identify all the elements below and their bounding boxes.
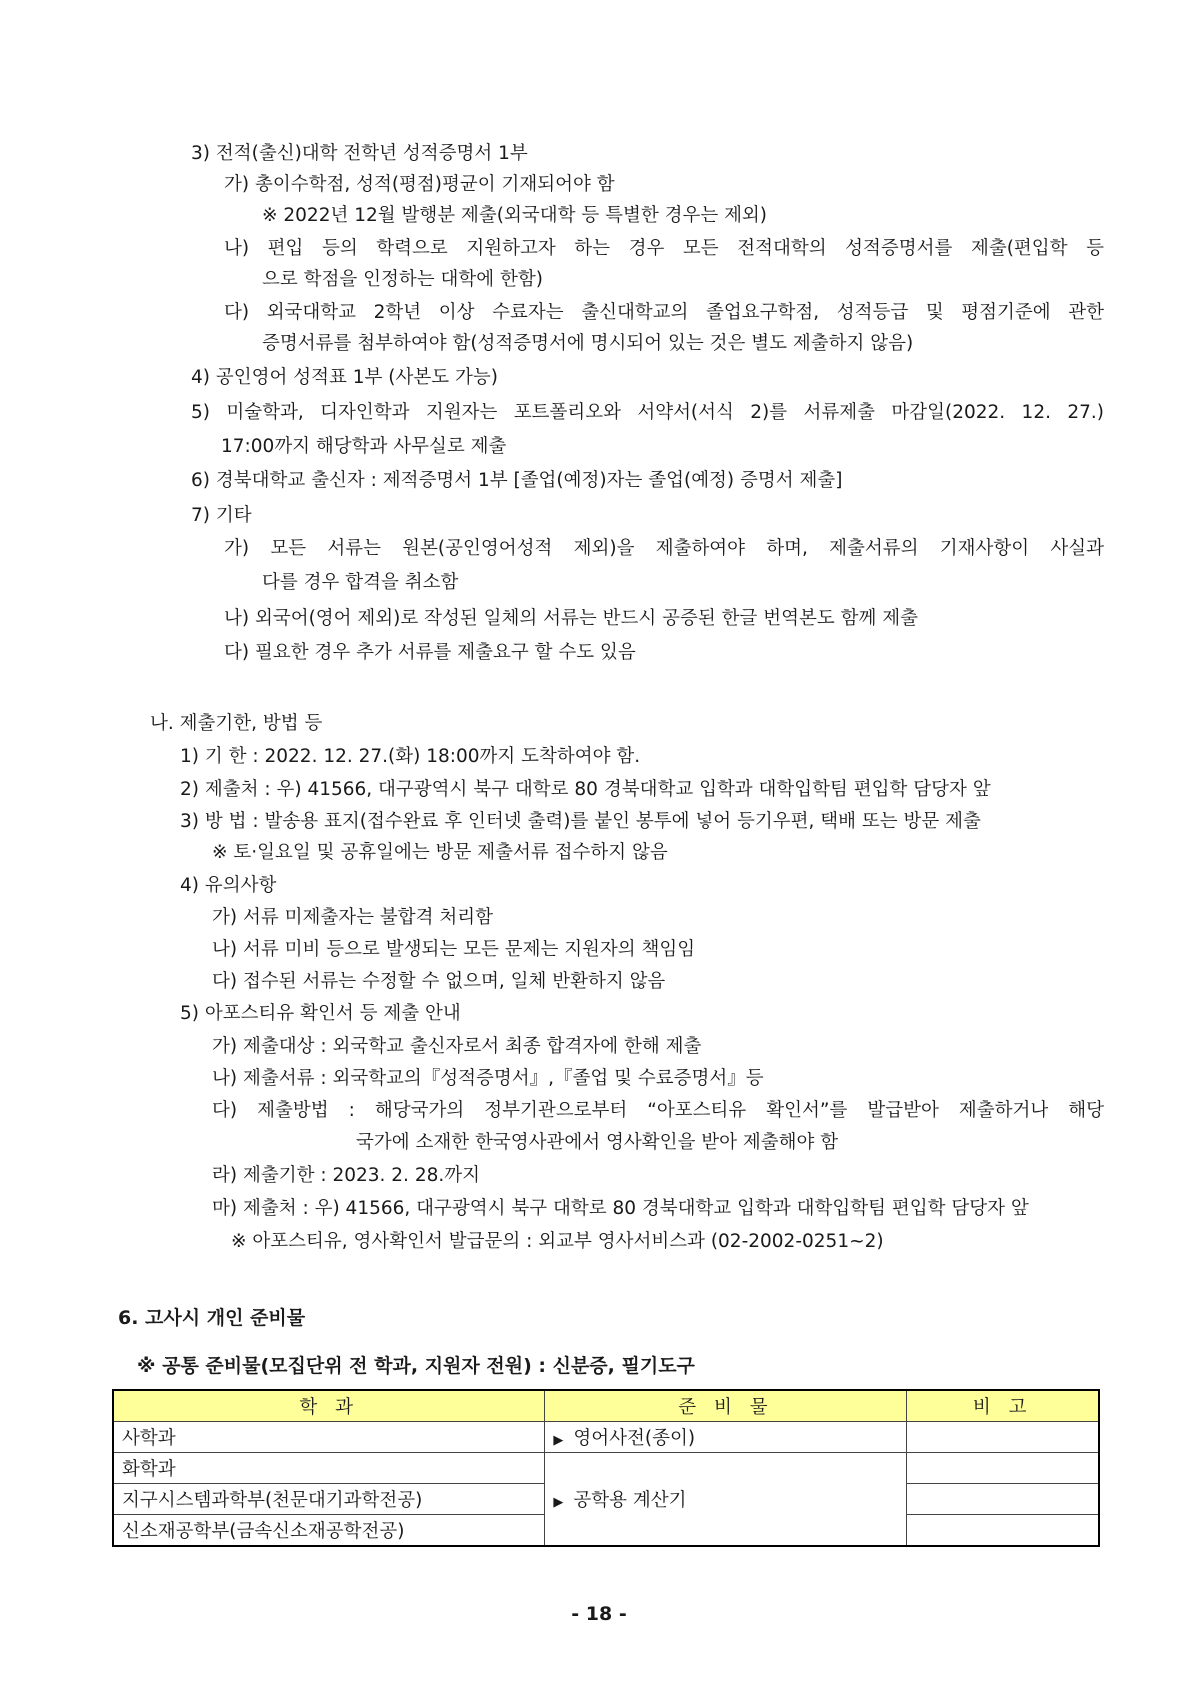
item-6-knu: 6) 경북대학교 출신자 : 제적증명서 1부 [졸업(예정)자는 졸업(예정) 증명서 제출] xyxy=(191,470,843,491)
method-line: 3) 방 법 : 발송용 표지(접수완료 후 인터넷 출력)를 붙인 봉투에 넣어 등기우편, 택배 또는 방문 제출 xyxy=(180,811,981,832)
triangle-bullet-icon: ▶ xyxy=(553,1495,564,1510)
item-7-ga: 가) 모든 서류는 원본(공인영어성적 제외)을 제출하여야 하며, 제출서류의 기재사항이 사실과 xyxy=(224,538,1104,559)
common-items-note: ※ 공통 준비물(모집단위 전 학과, 지원자 전원) : 신분증, 필기도구 xyxy=(137,1355,695,1377)
remark-cell xyxy=(907,1484,1099,1515)
triangle-bullet-icon: ▶ xyxy=(553,1433,564,1448)
item-3-da-cont: 증명서류를 첨부하여야 함(성적증명서에 명시되어 있는 것은 별도 제출하지 않음) xyxy=(262,333,914,354)
item-7-na: 나) 외국어(영어 제외)로 작성된 일체의 서류는 반드시 공증된 한글 번역본도 함께 제출 xyxy=(224,608,918,629)
cautions-heading: 4) 유의사항 xyxy=(180,875,277,896)
apostille-note: ※ 아포스티유, 영사확인서 발급문의 : 외교부 영사서비스과 (02-2002-0251~2) xyxy=(231,1231,884,1252)
remark-cell xyxy=(907,1422,1099,1453)
item-label: 공학용 계산기 xyxy=(573,1490,687,1511)
deadline-line: 1) 기 한 : 2022. 12. 27.(화) 18:00까지 도착하여야 함. xyxy=(180,746,641,767)
item-3-transcript: 3) 전적(출신)대학 전학년 성적증명서 1부 xyxy=(191,143,528,164)
department-cell: 사학과 xyxy=(113,1422,545,1453)
header-department: 학 과 xyxy=(113,1390,545,1422)
preparation-table xyxy=(112,1389,1100,1547)
table-row xyxy=(113,1422,1099,1453)
apostille-na: 나) 제출서류 : 외국학교의『성적증명서』,『졸업 및 수료증명서』등 xyxy=(212,1068,764,1089)
item-7-etc: 7) 기타 xyxy=(191,505,252,526)
item-3-na: 나) 편입 등의 학력으로 지원하고자 하는 경우 모든 전적대학의 성적증명서를 제출(편입학 등 xyxy=(224,238,1104,259)
section-na-heading: 나. 제출기한, 방법 등 xyxy=(150,713,323,734)
table-row xyxy=(113,1453,1099,1484)
apostille-heading: 5) 아포스티유 확인서 등 제출 안내 xyxy=(180,1003,461,1024)
item-7-ga-cont: 다를 경우 합격을 취소함 xyxy=(262,572,459,593)
apostille-ga: 가) 제출대상 : 외국학교 출신자로서 최종 합격자에 한해 제출 xyxy=(212,1036,702,1057)
apostille-da-cont: 국가에 소재한 한국영사관에서 영사확인을 받아 제출해야 함 xyxy=(356,1132,839,1153)
caution-na: 나) 서류 미비 등으로 발생되는 모든 문제는 지원자의 책임임 xyxy=(212,939,696,960)
item-cell xyxy=(545,1453,907,1547)
apostille-ra: 라) 제출기한 : 2023. 2. 28.까지 xyxy=(212,1165,480,1186)
department-cell: 지구시스템과학부(천문대기과학전공) xyxy=(113,1484,545,1515)
page-number: - 18 - xyxy=(571,1603,627,1625)
department-cell: 신소재공학부(금속신소재공학전공) xyxy=(113,1515,545,1547)
caution-ga: 가) 서류 미제출자는 불합격 처리함 xyxy=(212,907,493,928)
apostille-da: 다) 제출방법 : 해당국가의 정부기관으로부터 “아포스티유 확인서”를 발급받아 제출하거나 해당 xyxy=(212,1100,1104,1121)
method-note: ※ 토·일요일 및 공휴일에는 방문 제출서류 접수하지 않음 xyxy=(212,842,668,863)
header-remarks: 비 고 xyxy=(907,1390,1099,1422)
item-4-english: 4) 공인영어 성적표 1부 (사본도 가능) xyxy=(191,367,498,388)
item-label: 영어사전(종이) xyxy=(573,1428,696,1449)
item-5-portfolio: 5) 미술학과, 디자인학과 지원자는 포트폴리오와 서약서(서식 2)를 서류제출 마감일(2022. 12. 27.) xyxy=(191,402,1104,423)
header-items: 준 비 물 xyxy=(545,1390,907,1422)
address-line: 2) 제출처 : 우) 41566, 대구광역시 북구 대학로 80 경북대학교 입학과 대학입학팀 편입학 담당자 앞 xyxy=(180,779,991,800)
item-3-ga: 가) 총이수학점, 성적(평점)평균이 기재되어야 함 xyxy=(224,174,615,195)
department-cell: 화학과 xyxy=(113,1453,545,1484)
remark-cell xyxy=(907,1453,1099,1484)
item-5-portfolio-cont: 17:00까지 해당학과 사무실로 제출 xyxy=(221,436,507,457)
item-7-da: 다) 필요한 경우 추가 서류를 제출요구 할 수도 있음 xyxy=(224,642,636,663)
table-header-row xyxy=(113,1390,1099,1422)
item-cell xyxy=(545,1422,907,1453)
remark-cell xyxy=(907,1515,1099,1547)
caution-da: 다) 접수된 서류는 수정할 수 없으며, 일체 반환하지 않음 xyxy=(212,971,666,992)
item-3-da: 다) 외국대학교 2학년 이상 수료자는 출신대학교의 졸업요구학점, 성적등급 및 평점기준에 관한 xyxy=(224,302,1104,323)
section-6-heading: 6. 고사시 개인 준비물 xyxy=(118,1307,306,1329)
apostille-ma: 마) 제출처 : 우) 41566, 대구광역시 북구 대학로 80 경북대학교 입학과 대학입학팀 편입학 담당자 앞 xyxy=(212,1198,1029,1219)
item-3-na-cont: 으로 학점을 인정하는 대학에 한함) xyxy=(262,269,543,290)
item-3-note: ※ 2022년 12월 발행분 제출(외국대학 등 특별한 경우는 제외) xyxy=(262,205,768,226)
